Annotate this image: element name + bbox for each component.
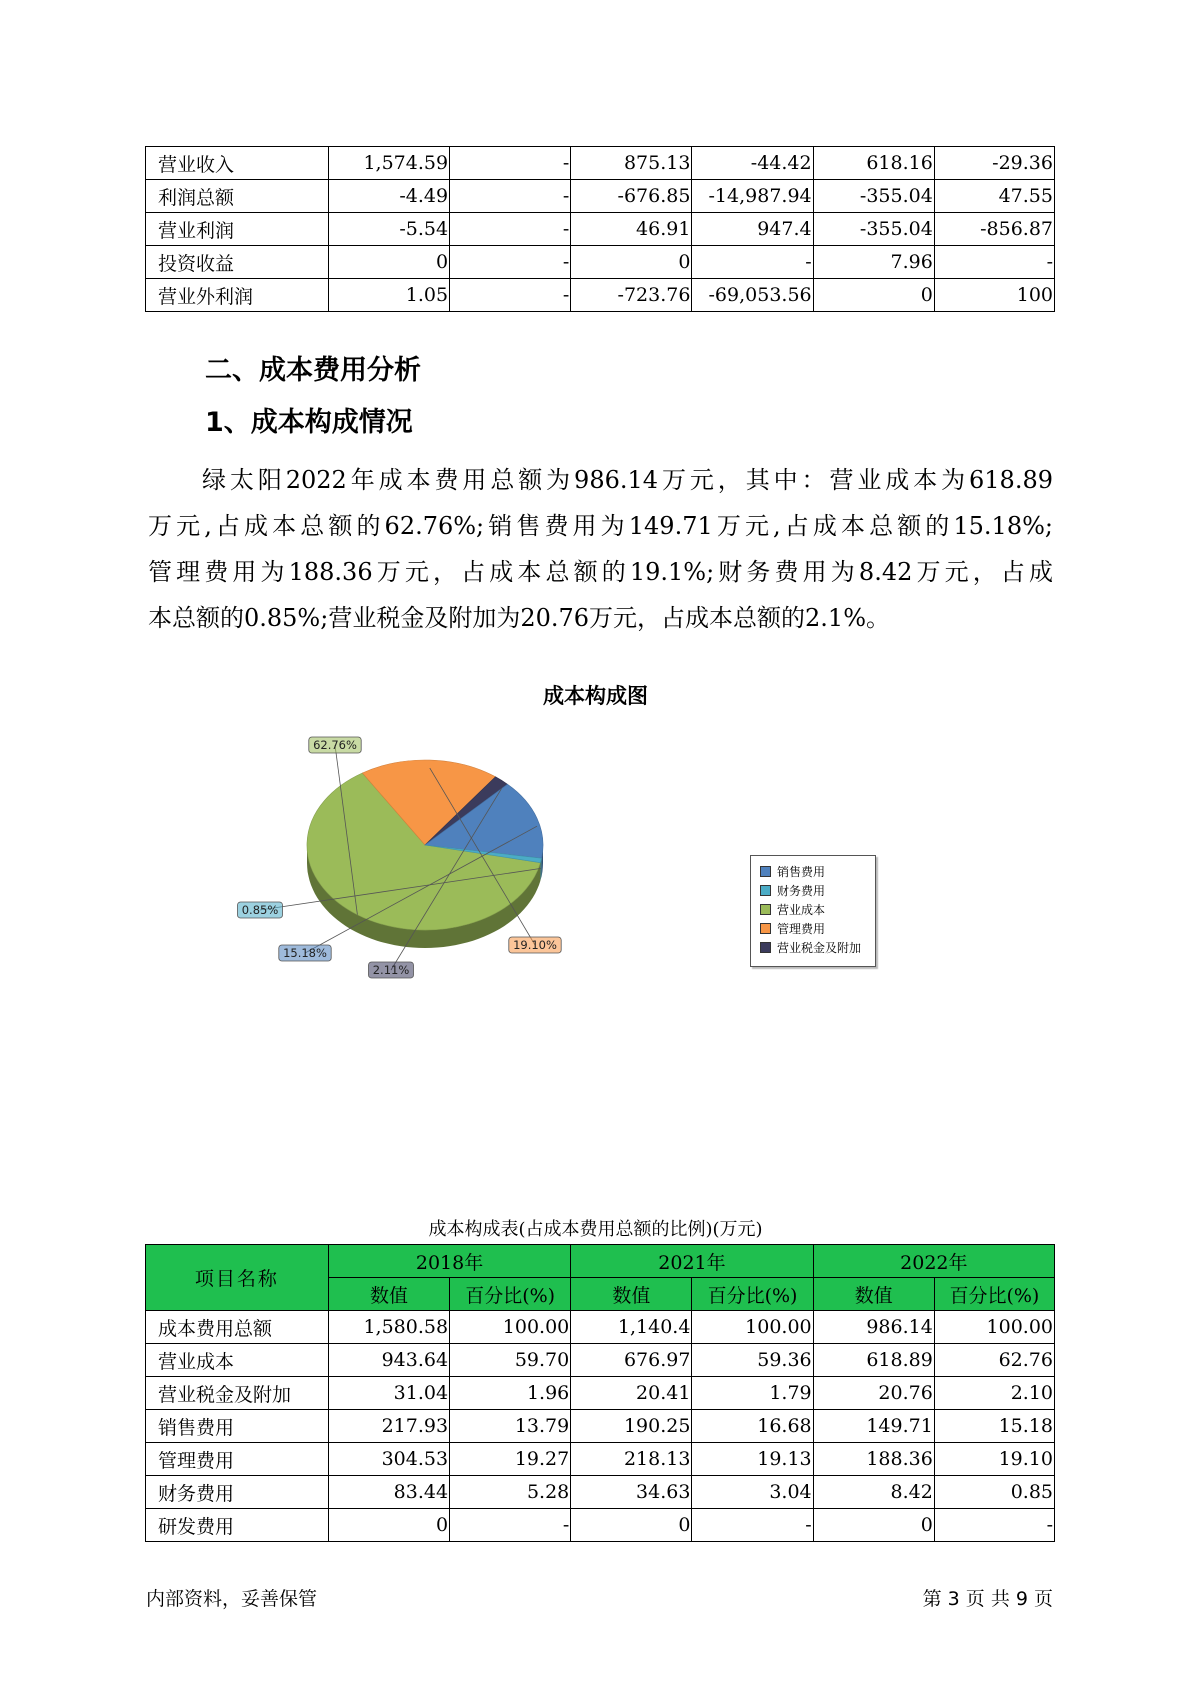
legend-label: 财务费用: [777, 884, 826, 898]
table-cell: -355.04: [813, 213, 934, 246]
table-cell: -: [450, 279, 571, 312]
table-cell: 943.64: [328, 1344, 449, 1377]
row-label: 管理费用: [146, 1443, 329, 1476]
table-cell: -: [450, 147, 571, 180]
table-cell: -723.76: [571, 279, 692, 312]
legend-label: 营业成本: [777, 903, 826, 917]
table-row: [146, 1344, 1055, 1377]
table-cell: 20.76: [813, 1377, 934, 1410]
table-cell: 218.13: [571, 1443, 692, 1476]
table-cell: 0: [813, 279, 934, 312]
paragraph-line: 本总额的0.85%;营业税金及附加为20.76万元，占成本总额的2.1%。: [148, 604, 891, 632]
table-cell: 947.4: [692, 213, 813, 246]
table-cell: 190.25: [571, 1410, 692, 1443]
table-cell: 19.10: [934, 1443, 1054, 1476]
table-row: [146, 1311, 1055, 1344]
table-cell: -4.49: [328, 180, 449, 213]
table-cell: 676.97: [571, 1344, 692, 1377]
table-cell: -44.42: [692, 147, 813, 180]
legend-label: 管理费用: [777, 922, 826, 936]
legend-label: 营业税金及附加: [777, 941, 862, 955]
table-cell: 8.42: [813, 1476, 934, 1509]
table-cell: 618.89: [813, 1344, 934, 1377]
table-cell: 1.05: [328, 279, 449, 312]
table-cell: 2.10: [934, 1377, 1054, 1410]
row-label: 利润总额: [146, 180, 329, 213]
table-cell: 100: [934, 279, 1054, 312]
cost-structure-table: [145, 1244, 1055, 1542]
table-row: [146, 1377, 1055, 1410]
header-row: [146, 1245, 1055, 1278]
header-value: 数值: [813, 1278, 934, 1311]
legend-swatch: [760, 923, 771, 934]
table-cell: -355.04: [813, 180, 934, 213]
header-percent: 百分比(%): [692, 1278, 813, 1311]
table-cell: 59.36: [692, 1344, 813, 1377]
table-cell: 47.55: [934, 180, 1054, 213]
table-cell: -: [450, 246, 571, 279]
table-cell: 100.00: [934, 1311, 1054, 1344]
table-cell: -: [934, 246, 1054, 279]
table-cell: -14,987.94: [692, 180, 813, 213]
table-row: [146, 1443, 1055, 1476]
table-cell: 15.18: [934, 1410, 1054, 1443]
legend-item: [751, 900, 875, 919]
data-label: 0.85%: [241, 903, 279, 917]
table-cell: -856.87: [934, 213, 1054, 246]
table-cell: 149.71: [813, 1410, 934, 1443]
table-cell: 34.63: [571, 1476, 692, 1509]
table-cell: 1,574.59: [328, 147, 449, 180]
paragraph-line: 万元,占成本总额的62.76%;销售费用为149.71万元,占成本总额的15.18%;: [148, 512, 1053, 540]
row-label: 财务费用: [146, 1476, 329, 1509]
header-year: 2021年: [571, 1245, 813, 1278]
table-cell: 875.13: [571, 147, 692, 180]
table-cell: -29.36: [934, 147, 1054, 180]
table-cell: 19.13: [692, 1443, 813, 1476]
data-label: 19.10%: [513, 938, 557, 952]
table-cell: 7.96: [813, 246, 934, 279]
legend-item: [751, 881, 875, 900]
table-cell: -: [450, 213, 571, 246]
table-cell: 19.27: [450, 1443, 571, 1476]
row-label: 营业利润: [146, 213, 329, 246]
table-cell: 304.53: [328, 1443, 449, 1476]
table-cell: 1.79: [692, 1377, 813, 1410]
footer-confidential: 内部资料，妥善保管: [146, 1588, 318, 1610]
table-cell: 986.14: [813, 1311, 934, 1344]
table-cell: 83.44: [328, 1476, 449, 1509]
table-cell: 13.79: [450, 1410, 571, 1443]
table-cell: 3.04: [692, 1476, 813, 1509]
table-cell: 0: [813, 1509, 934, 1542]
chart-legend: [750, 855, 876, 967]
table-cell: 46.91: [571, 213, 692, 246]
table-cell: 1,580.58: [328, 1311, 449, 1344]
table-cell: -: [934, 1509, 1054, 1542]
legend-swatch: [760, 904, 771, 915]
legend-item: [751, 919, 875, 938]
table-cell: -69,053.56: [692, 279, 813, 312]
row-label: 研发费用: [146, 1509, 329, 1542]
header-year: 2022年: [813, 1245, 1054, 1278]
table-cell: 16.68: [692, 1410, 813, 1443]
row-label: 营业收入: [146, 147, 329, 180]
table-cell: 1,140.4: [571, 1311, 692, 1344]
table-cell: 20.41: [571, 1377, 692, 1410]
sub-heading: 1、成本构成情况: [205, 407, 413, 438]
row-label: 营业外利润: [146, 279, 329, 312]
table-cell: -: [450, 180, 571, 213]
table-cell: 59.70: [450, 1344, 571, 1377]
header-year: 2018年: [328, 1245, 570, 1278]
table-row: [146, 1509, 1055, 1542]
row-label: 营业税金及附加: [146, 1377, 329, 1410]
legend-item: [751, 862, 875, 881]
legend-swatch: [760, 885, 771, 896]
header-percent: 百分比(%): [934, 1278, 1054, 1311]
row-label: 营业成本: [146, 1344, 329, 1377]
data-label: 15.18%: [283, 946, 327, 960]
header-value: 数值: [328, 1278, 449, 1311]
table-cell: 0: [571, 246, 692, 279]
table-cell: 188.36: [813, 1443, 934, 1476]
chart-title: 成本构成图: [543, 684, 648, 708]
table-cell: 5.28: [450, 1476, 571, 1509]
row-label: 成本费用总额: [146, 1311, 329, 1344]
table-cell: 618.16: [813, 147, 934, 180]
legend-label: 销售费用: [777, 865, 826, 879]
table-cell: 0.85: [934, 1476, 1054, 1509]
table-cell: 0: [328, 246, 449, 279]
legend-swatch: [760, 866, 771, 877]
table-cell: 62.76: [934, 1344, 1054, 1377]
paragraph-line: 管理费用为188.36万元，占成本总额的19.1%;财务费用为8.42万元，占成: [148, 558, 1053, 586]
table-cell: -5.54: [328, 213, 449, 246]
table-cell: 0: [328, 1509, 449, 1542]
row-label: 投资收益: [146, 246, 329, 279]
table-row: [146, 1410, 1055, 1443]
header-item-name: 项目名称: [146, 1245, 329, 1311]
table-row: [146, 1476, 1055, 1509]
header-percent: 百分比(%): [450, 1278, 571, 1311]
table-cell: -: [692, 1509, 813, 1542]
footer-page-number: 第 3 页 共 9 页: [922, 1588, 1053, 1610]
data-label: 2.11%: [372, 963, 410, 977]
table-cell: 0: [571, 1509, 692, 1542]
table-cell: 100.00: [450, 1311, 571, 1344]
table-cell: 31.04: [328, 1377, 449, 1410]
section-heading: 二、成本费用分析: [205, 355, 421, 386]
table-cell: 1.96: [450, 1377, 571, 1410]
data-label: 62.76%: [313, 738, 357, 752]
table-cell: 100.00: [692, 1311, 813, 1344]
paragraph-line: 绿太阳2022年成本费用总额为986.14万元，其中：营业成本为618.89: [202, 466, 1053, 494]
table-caption: 成本构成表(占成本费用总额的比例)(万元): [428, 1219, 763, 1240]
legend-item: [751, 938, 875, 957]
table-cell: -676.85: [571, 180, 692, 213]
table-cell: 217.93: [328, 1410, 449, 1443]
legend-swatch: [760, 942, 771, 953]
row-label: 销售费用: [146, 1410, 329, 1443]
table-cell: -: [692, 246, 813, 279]
table-cell: -: [450, 1509, 571, 1542]
header-value: 数值: [571, 1278, 692, 1311]
